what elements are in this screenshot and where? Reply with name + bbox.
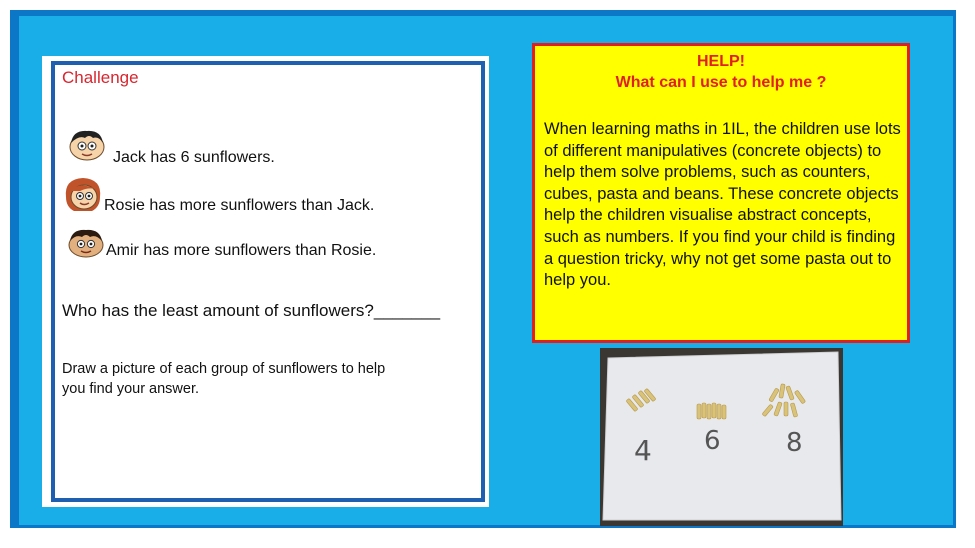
question-text: Who has the least amount of sunflowers?_______ [62,301,441,320]
photo-number-6: 6 [704,426,721,456]
help-body-text: When learning maths in 1IL, the children use lots of different manipulatives (concrete objects) to help them solve problems, such as counters, cubes, pasta and beans. These concrete objects help the children visualise abstract concepts, such as numbers. If you find your child is finding a question tricky, why not get some pasta out to help you. [544,120,901,290]
help-box [532,43,910,343]
help-subtitle: What can I use to help me ? [615,74,827,91]
pasta-photo-drawing [600,348,843,526]
amir-line: Amir has more sunflowers than Rosie. [106,242,377,259]
instruction-line-1: Draw a picture of each group of sunflowers to help [62,361,386,377]
rosie-line: Rosie has more sunflowers than Jack. [104,197,375,214]
amir-face-icon [66,225,106,259]
pasta-photo [600,348,843,526]
photo-number-8: 8 [786,428,803,458]
photo-number-4: 4 [634,434,652,467]
challenge-card-border [51,61,485,502]
rosie-face-icon [62,175,104,215]
help-title: HELP! [697,53,745,70]
challenge-heading: Challenge [62,68,139,87]
jack-face-icon [67,126,107,162]
instruction-line-2: you find your answer. [62,381,200,397]
jack-line: Jack has 6 sunflowers. [113,149,275,166]
